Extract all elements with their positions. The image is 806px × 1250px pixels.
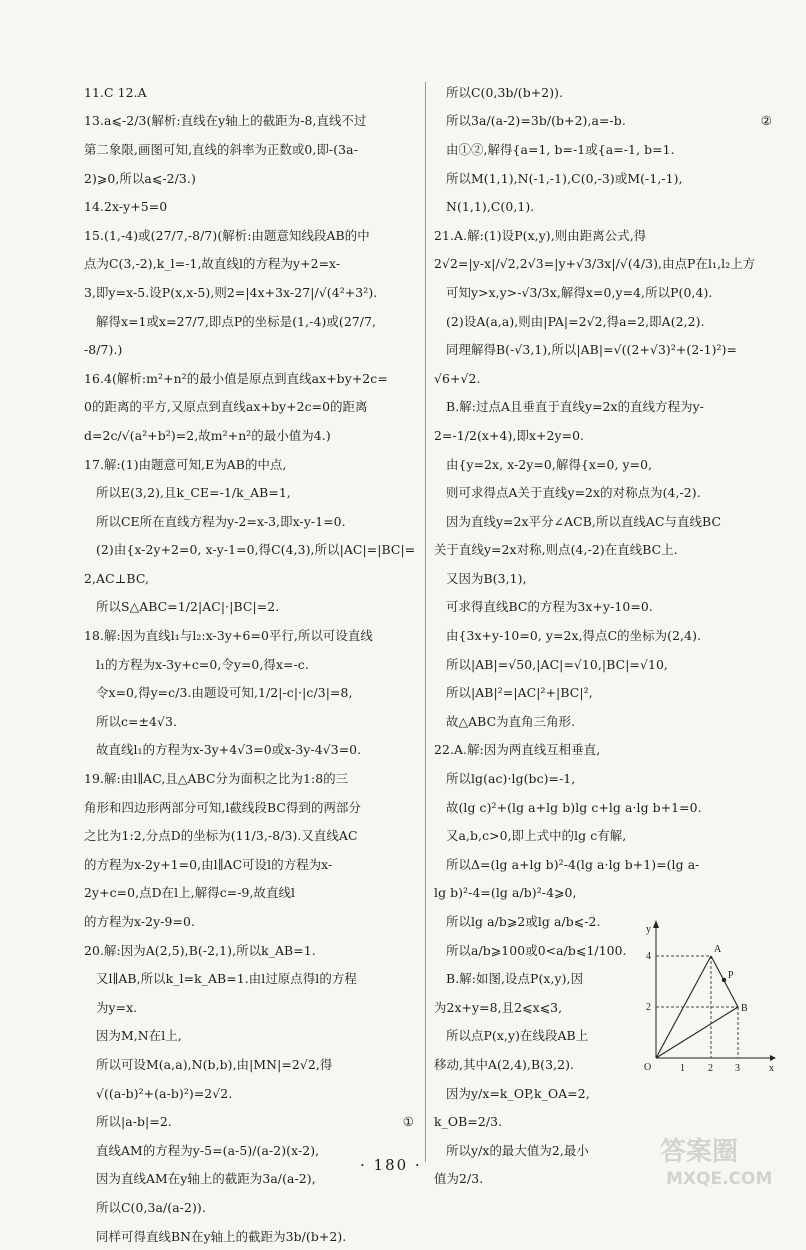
y-tick-2: 2 [646,1002,651,1013]
text-line [84,936,416,965]
line-text: 2,AC⊥BC, [84,570,150,586]
line-text: 15.(1,-4)或(27/7,-8/7)(解析:由题意知线段AB的中 [84,227,370,243]
line-text: 因为M,N在l上, [96,1028,182,1044]
text-line [84,707,416,736]
text-line [84,278,416,307]
line-text: 所以c=±4√3. [96,713,177,729]
text-line [84,564,416,593]
line-text: 所以C(0,3a/(a-2)). [96,1199,206,1215]
line-text: 同理解得B(-√3,1),所以|AB|=√((2+√3)²+(2-1)²)= [446,342,738,358]
line-text: 故△ABC为直角三角形. [446,713,576,729]
x-tick-3: 3 [735,1063,740,1074]
text-line [84,107,416,136]
line-text: (2)由{x-2y+2=0, x-y-1=0,得C(4,3),所以|AC|=|BC|= [96,542,416,558]
text-line [434,164,774,193]
text-line [434,135,774,164]
text-line [84,736,416,765]
line-text: 2)⩾0,所以a⩽-2/3.) [84,170,196,186]
line-text: 为y=x. [96,999,138,1015]
text-line [84,593,416,622]
text-line [84,1050,416,1079]
line-text: 20.解:因为A(2,5),B(-2,1),所以k_AB=1. [84,942,316,958]
line-text: 直线AM的方程为y-5=(a-5)/(a-2)(x-2), [96,1142,320,1158]
text-line [84,135,416,164]
label-y: y [646,924,651,935]
text-line [434,393,774,422]
text-line [84,250,416,279]
page-number: · 180 · [360,1156,422,1174]
segment-ob [656,1007,738,1058]
text-line [84,621,416,650]
line-text: 所以C(0,3b/(b+2)). [446,84,564,100]
line-text: 所以|a-b|=2. [96,1114,172,1130]
text-line [434,278,774,307]
line-text: k_OB=2/3. [434,1114,503,1130]
text-line [84,421,416,450]
text-line [434,536,774,565]
line-text: l₁的方程为x-3y+c=0,令y=0,得x=-c. [96,656,309,672]
label-x: x [769,1063,774,1074]
line-text: 所以y/x的最大值为2,最小 [446,1142,589,1158]
line-text: 所以3a/(a-2)=3b/(b+2),a=-b. [446,113,626,129]
line-text: 由{y=2x, x-2y=0,解得{x=0, y=0, [446,456,653,472]
line-text: lg b)²-4=(lg a/b)²-4⩾0, [434,885,577,901]
line-text: 第二象限,画图可知,直线的斜率为正数或0,即-(3a- [84,141,358,157]
text-line [84,678,416,707]
line-text: 0的距离的平方,又原点到直线ax+by+2c=0的距离 [84,399,368,415]
text-line [434,707,774,736]
text-line [434,593,774,622]
text-line [434,450,774,479]
text-line [434,364,774,393]
text-line [84,192,416,221]
text-line [434,107,774,136]
line-text: 所以Δ=(lg a+lg b)²-4(lg a·lg b+1)=(lg a- [446,856,700,872]
x-axis-arrow [770,1055,776,1061]
coordinate-graph [626,918,776,1078]
line-text: 21.A.解:(1)设P(x,y),则由距离公式,得 [434,227,647,243]
text-line [434,192,774,221]
line-text: 2=-1/2(x+4),即x+2y=0. [434,427,585,443]
line-text: 所以|AB|²=|AC|²+|BC|², [446,685,593,701]
text-line [84,1079,416,1108]
x-tick-2: 2 [708,1063,713,1074]
text-line [84,221,416,250]
line-text: 19.解:由l∥AC,且△ABC分为面积之比为1:8的三 [84,771,349,787]
text-line [84,993,416,1022]
text-line [84,78,416,107]
line-text: 又a,b,c>0,即上式中的lg c有解, [446,828,627,844]
line-text: 14.2x-y+5=0 [84,199,168,215]
text-line [84,793,416,822]
text-line [84,964,416,993]
line-text: (2)设A(a,a),则由|PA|=2√2,得a=2,即A(2,2). [446,313,705,329]
text-line [434,621,774,650]
line-text: 所以a/b⩾100或0<a/b⩽1/100. [446,942,627,958]
label-b: B [741,1003,748,1014]
line-text: 令x=0,得y=c/3.由题设可知,1/2|-c|·|c/3|=8, [96,685,353,701]
line-text: 13.a⩽-2/3(解析:直线在y轴上的截距为-8,直线不过 [84,113,367,129]
line-text: 所以E(3,2),且k_CE=-1/k_AB=1, [96,485,291,501]
line-text: 为2x+y=8,且2⩽x⩽3, [434,999,563,1015]
text-line [84,335,416,364]
line-text: 的方程为x-2y-9=0. [84,914,195,930]
watermark-line2: MXQE.COM [666,1169,773,1189]
line-text: 可知y>x,y>-√3/3x,解得x=0,y=4,所以P(0,4). [446,284,713,300]
line-text: 同样可得直线BN在y轴上的截距为3b/(b+2). [96,1228,347,1244]
text-line [434,478,774,507]
line-text: 角形和四边形两部分可知,l截线段BC得到的两部分 [84,799,361,815]
text-line [84,821,416,850]
equation-marker: ② [760,113,772,129]
text-line [84,450,416,479]
line-text: 11.C 12.A [84,84,147,100]
text-line [434,564,774,593]
line-text: 18.解:因为直线l₁与l₂:x-3y+6=0平行,所以可设直线 [84,628,373,644]
line-text: 所以M(1,1),N(-1,-1),C(0,-3)或M(-1,-1), [446,170,683,186]
column-divider [425,82,426,1162]
x-tick-1: 1 [680,1063,685,1074]
line-text: 所以可设M(a,a),N(b,b),由|MN|=2√2,得 [96,1056,333,1072]
line-text: 关于直线y=2x对称,则点(4,-2)在直线BC上. [434,542,678,558]
line-text: 由{3x+y-10=0, y=2x,得点C的坐标为(2,4). [446,628,702,644]
line-text: B.解:过点A且垂直于直线y=2x的直线方程为y- [446,399,704,415]
line-text: 又因为B(3,1), [446,570,527,586]
text-line [434,793,774,822]
line-text: -8/7).) [84,342,123,358]
line-text: 2y+c=0,点D在l上,解得c=-9,故直线l [84,885,296,901]
label-p: P [728,970,734,981]
line-text: √((a-b)²+(a-b)²)=2√2. [96,1085,233,1101]
line-text: d=2c/√(a²+b²)=2,故m²+n²的最小值为4.) [84,427,331,443]
line-text: 点为C(3,-2),k_l=-1,故直线l的方程为y+2=x- [84,256,341,272]
line-text: 所以点P(x,y)在线段AB上 [446,1028,589,1044]
text-line [434,335,774,364]
text-line [434,764,774,793]
watermark-line1: 答案圈 [660,1137,739,1167]
text-line [84,1107,416,1136]
line-text: 由①②,解得{a=1, b=-1或{a=-1, b=1. [446,141,675,157]
watermark-logo [652,1128,792,1192]
text-line [434,421,774,450]
text-line [84,536,416,565]
line-text: 之比为1:2,分点D的坐标为(11/3,-8/3).又直线AC [84,828,358,844]
line-text: 所以|AB|=√50,|AC|=√10,|BC|=√10, [446,656,668,672]
text-line [84,307,416,336]
text-line [434,307,774,336]
text-line [84,393,416,422]
label-a: A [714,944,722,955]
line-text: 16.4(解析:m²+n²的最小值是原点到直线ax+by+2c= [84,370,388,386]
text-line [434,250,774,279]
text-line [434,736,774,765]
line-text: 的方程为x-2y+1=0,由l∥AC可设l的方程为x- [84,856,333,872]
text-line [84,764,416,793]
text-line [84,907,416,936]
text-line [434,879,774,908]
text-line [84,1022,416,1051]
line-text: 移动,其中A(2,4),B(3,2). [434,1056,575,1072]
line-text: 故(lg c)²+(lg a+lg b)lg c+lg a·lg b+1=0. [446,799,702,815]
line-text: 解得x=1或x=27/7,即点P的坐标是(1,-4)或(27/7, [96,313,377,329]
line-text: 又l∥AB,所以k_l=k_AB=1.由l过原点得l的方程 [96,971,357,987]
text-line [84,507,416,536]
text-line [84,1193,416,1222]
label-origin: O [644,1062,652,1073]
line-text: B.解:如图,设点P(x,y),因 [446,971,584,987]
line-text: 2√2=|y-x|/√2,2√3=|y+√3/3x|/√(4/3),由点P在l₁,l₂上方 [434,256,756,272]
text-line [434,507,774,536]
line-text: √6+√2. [434,370,481,386]
line-text: 因为直线y=2x平分∠ACB,所以直线AC与直线BC [446,513,722,529]
text-line [434,850,774,879]
y-axis-arrow [653,920,659,928]
point-p [722,978,726,982]
line-text: 3,即y=x-5.设P(x,x-5),则2=|4x+3x-27|/√(4²+3²). [84,284,378,300]
line-text: 22.A.解:因为两直线互相垂直, [434,742,601,758]
line-text: 所以lg a/b⩾2或lg a/b⩽-2. [446,914,601,930]
y-tick-4: 4 [646,951,651,962]
text-line [84,364,416,393]
line-text: 所以CE所在直线方程为y-2=x-3,即x-y-1=0. [96,513,346,529]
line-text: 因为直线AM在y轴上的截距为3a/(a-2), [96,1171,316,1187]
text-line [84,850,416,879]
equation-marker: ① [402,1114,414,1130]
line-text: 可求得直线BC的方程为3x+y-10=0. [446,599,653,615]
text-line [84,478,416,507]
line-text: 所以lg(ac)·lg(bc)=-1, [446,771,576,787]
line-text: 所以S△ABC=1/2|AC|·|BC|=2. [96,599,280,615]
line-text: 故直线l₁的方程为x-3y+4√3=0或x-3y-4√3=0. [96,742,362,758]
line-text: N(1,1),C(0,1). [446,199,535,215]
text-line [434,821,774,850]
text-line [434,650,774,679]
text-line [84,879,416,908]
text-line [84,650,416,679]
text-line [434,78,774,107]
text-line [84,164,416,193]
text-line [434,1079,774,1108]
line-text: 值为2/3. [434,1171,484,1187]
line-text: 则可求得点A关于直线y=2x的对称点为(4,-2). [446,485,701,501]
line-text: 17.解:(1)由题意可知,E为AB的中点, [84,456,287,472]
text-line [84,1222,416,1250]
left-column [84,78,416,1250]
line-text: 因为y/x=k_OP,k_OA=2, [446,1085,590,1101]
text-line [434,678,774,707]
text-line [434,221,774,250]
